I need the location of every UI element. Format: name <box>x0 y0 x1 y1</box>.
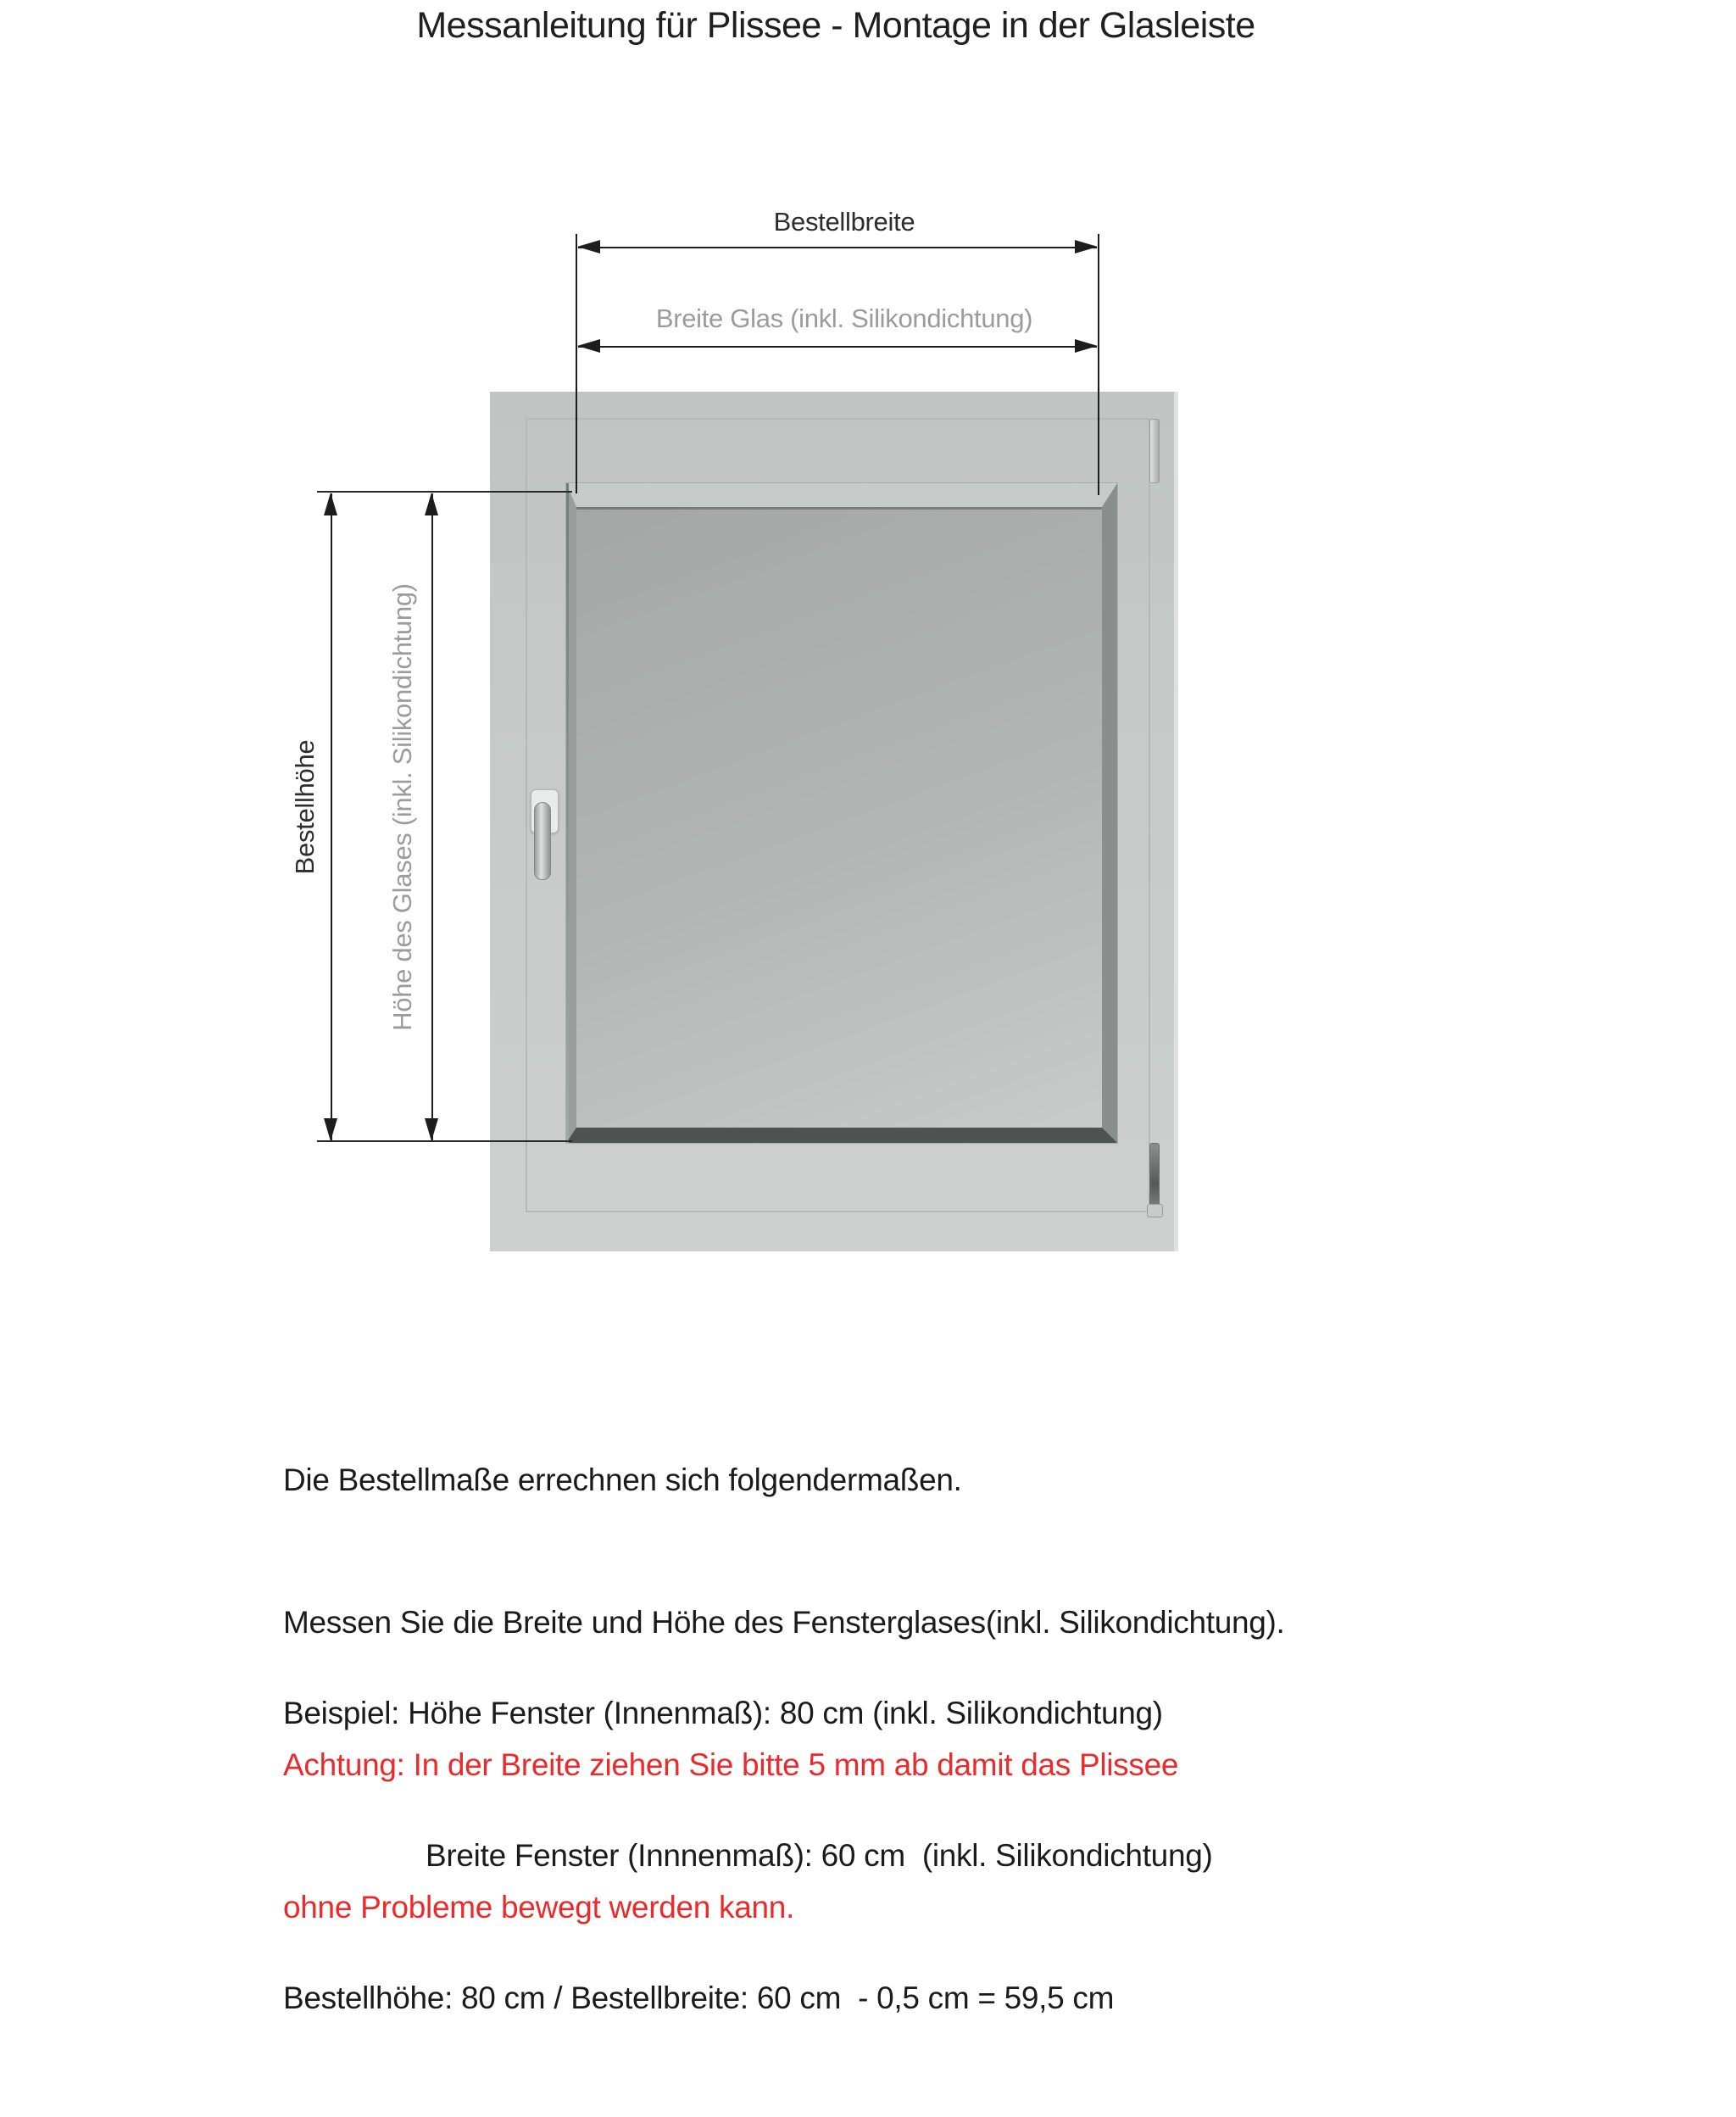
example-result-line: Bestellhöhe: 80 cm / Bestellbreite: 60 cm - 0,5 cm = 59,5 cm <box>283 1981 1115 2015</box>
window-glass-pane <box>566 483 1117 1143</box>
example-width-line: Breite Fenster (Innnenmaß): 60 cm (inkl. Silikondichtung) <box>426 1838 1213 1873</box>
order-height-label: Bestellhöhe <box>290 739 320 875</box>
glass-width-label: Breite Glas (inkl. Silikondichtung) <box>655 304 1033 333</box>
window-handle-lever <box>534 802 551 880</box>
instruction-intro-line2: Messen Sie die Breite und Höhe des Fensterglases(inkl. Silikondichtung). <box>283 1605 1285 1640</box>
glass-bead-left-seam <box>566 483 569 1143</box>
window-hinge-top <box>1149 419 1160 483</box>
tick-line-top <box>317 491 572 493</box>
warning-line1: Achtung: In der Breite ziehen Sie bitte 5 mm ab damit das Plissee <box>283 1747 1179 1782</box>
warning-line2: ohne Probleme bewegt werden kann. <box>283 1890 795 1925</box>
extension-line-right <box>1098 234 1099 495</box>
example-block <box>283 1595 1213 2117</box>
order-width-arrow <box>578 247 1097 248</box>
page-title: Messanleitung für Plissee - Montage in der Glasleiste <box>416 5 1255 46</box>
glass-height-label: Höhe des Glases (inkl. Silikondichtung) <box>387 583 417 1031</box>
tick-line-bottom <box>317 1140 572 1142</box>
example-height-line: Beispiel: Höhe Fenster (Innenmaß): 80 cm (inkl. Silikondichtung) <box>283 1696 1163 1730</box>
extension-line-left <box>576 234 577 493</box>
order-width-label: Bestellbreite <box>773 207 915 237</box>
glass-width-arrow <box>578 346 1097 348</box>
order-height-arrow <box>331 493 332 1140</box>
window-hinge-bottom <box>1149 1143 1160 1207</box>
instruction-intro-line1: Die Bestellmaße errechnen sich folgendermaßen. <box>283 1462 962 1497</box>
glass-height-arrow <box>431 493 433 1140</box>
